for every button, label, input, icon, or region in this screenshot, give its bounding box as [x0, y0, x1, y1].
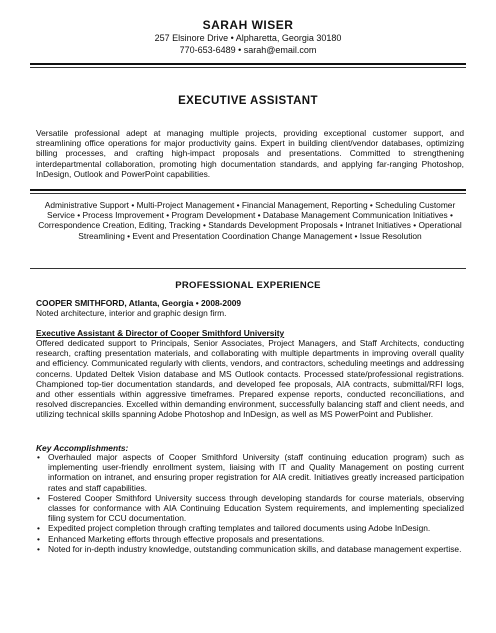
accomplishment-text: Fostered Cooper Smithford University success through developing standards for course materials, observing classes for conformance with AIA Continuing Education System requirements, and implementing specialized filing system for CCU documentation. [48, 492, 464, 524]
job-title: EXECUTIVE ASSISTANT [178, 95, 318, 107]
summary-divider [30, 189, 466, 191]
bullet-icon: • [37, 533, 40, 544]
bullet-icon: • [37, 492, 40, 503]
candidate-name: SARAH WISER [202, 18, 294, 32]
professional-summary: Versatile professional adept at managing multiple projects, providing exceptional customer support, and streamlining office operations for major productivity gains. Expert in building client/vendor databases, optimizing billing processes, and crafting high-impact proposals and presentations. Committed to strengthening interdepartmental collaboration, promoting high documentation standards, and applying far-ranging Photoshop, InDesign, Outlook and PowerPoint capabilities. [36, 128, 464, 179]
accomplishment-text: Noted for in-depth industry knowledge, outstanding communication skills, and database management expertise. [48, 543, 462, 554]
list-item [36, 534, 464, 544]
accomplishments-list [36, 452, 464, 554]
company-description: Noted architecture, interior and graphic design firm. [36, 308, 227, 318]
accomplishment-text: Enhanced Marketing efforts through effective proposals and presentations. [48, 533, 325, 544]
role-title: Executive Assistant & Director of Cooper Smithford University [36, 328, 285, 338]
bullet-icon: • [37, 523, 40, 534]
bullet-icon: • [37, 543, 40, 554]
accomplishment-text: Overhauled major aspects of Cooper Smithford University (staff continuing education program) such as implementing user-friendly enrollment system, liaising with IT and Quality Management on posting current information on intranet, and ensuring proper registration for AIA credit. Initiatives greatly increased participation rates and staff capabilities. [48, 452, 464, 493]
list-item [36, 544, 464, 554]
candidate-contact: 770-653-6489 • sarah@email.com [179, 45, 317, 55]
company-heading: COOPER SMITHFORD, Atlanta, Georgia • 2008-2009 [36, 298, 242, 308]
header-divider-thin [30, 67, 466, 68]
list-item [36, 493, 464, 524]
header-divider [30, 63, 466, 65]
role-description: Offered dedicated support to Principals, Senior Associates, Project Managers, and Staff Architects, conducting research, crafting presentation materials, and collaborating with multiple departments in improving overall quality and efficiency. Communicated regularly with clients, vendors, and contractors, scheduling meetings and addressing concerns. Updated Deltek Vision database and MS Outlook contacts. Processed state/professional registrations. Championed top-tier documentation standards, and developed fee proposals, AIA contracts, submittal/RFI logs, and other essentials within aggressive timeframes. Prepared expense reports, conducted reconciliations, and resolved discrepancies. Excelled within demanding environment, successfully balancing staff and client needs, and utilizing technical skills spanning Adobe Photoshop and InDesign, as well as MS PowerPoint and Publisher. [36, 338, 464, 420]
list-item [36, 452, 464, 493]
skills-list: Administrative Support • Multi-Project Management • Financial Management, Reporting • Scheduling Customer Service • Process Improvement • Program Development • Database Management Communication Initiatives • Correspondence Creation, Editing, Tracking • Standards Development Proposals • Intranet Initiatives • Operational Streamlining • Event and Presentation Coordination Change Management • Issue Resolution [38, 200, 462, 241]
summary-divider-thin [30, 193, 466, 194]
accomplishment-text: Expedited project completion through crafting templates and tailored documents using Adobe InDesign. [48, 523, 431, 534]
accomplishments-heading: Key Accomplishments: [36, 443, 129, 453]
candidate-address: 257 Elsinore Drive • Alpharetta, Georgia 30180 [154, 33, 342, 43]
list-item [36, 523, 464, 533]
bullet-icon: • [37, 452, 40, 462]
section-title-experience: PROFESSIONAL EXPERIENCE [175, 280, 321, 291]
skills-divider [30, 268, 466, 269]
